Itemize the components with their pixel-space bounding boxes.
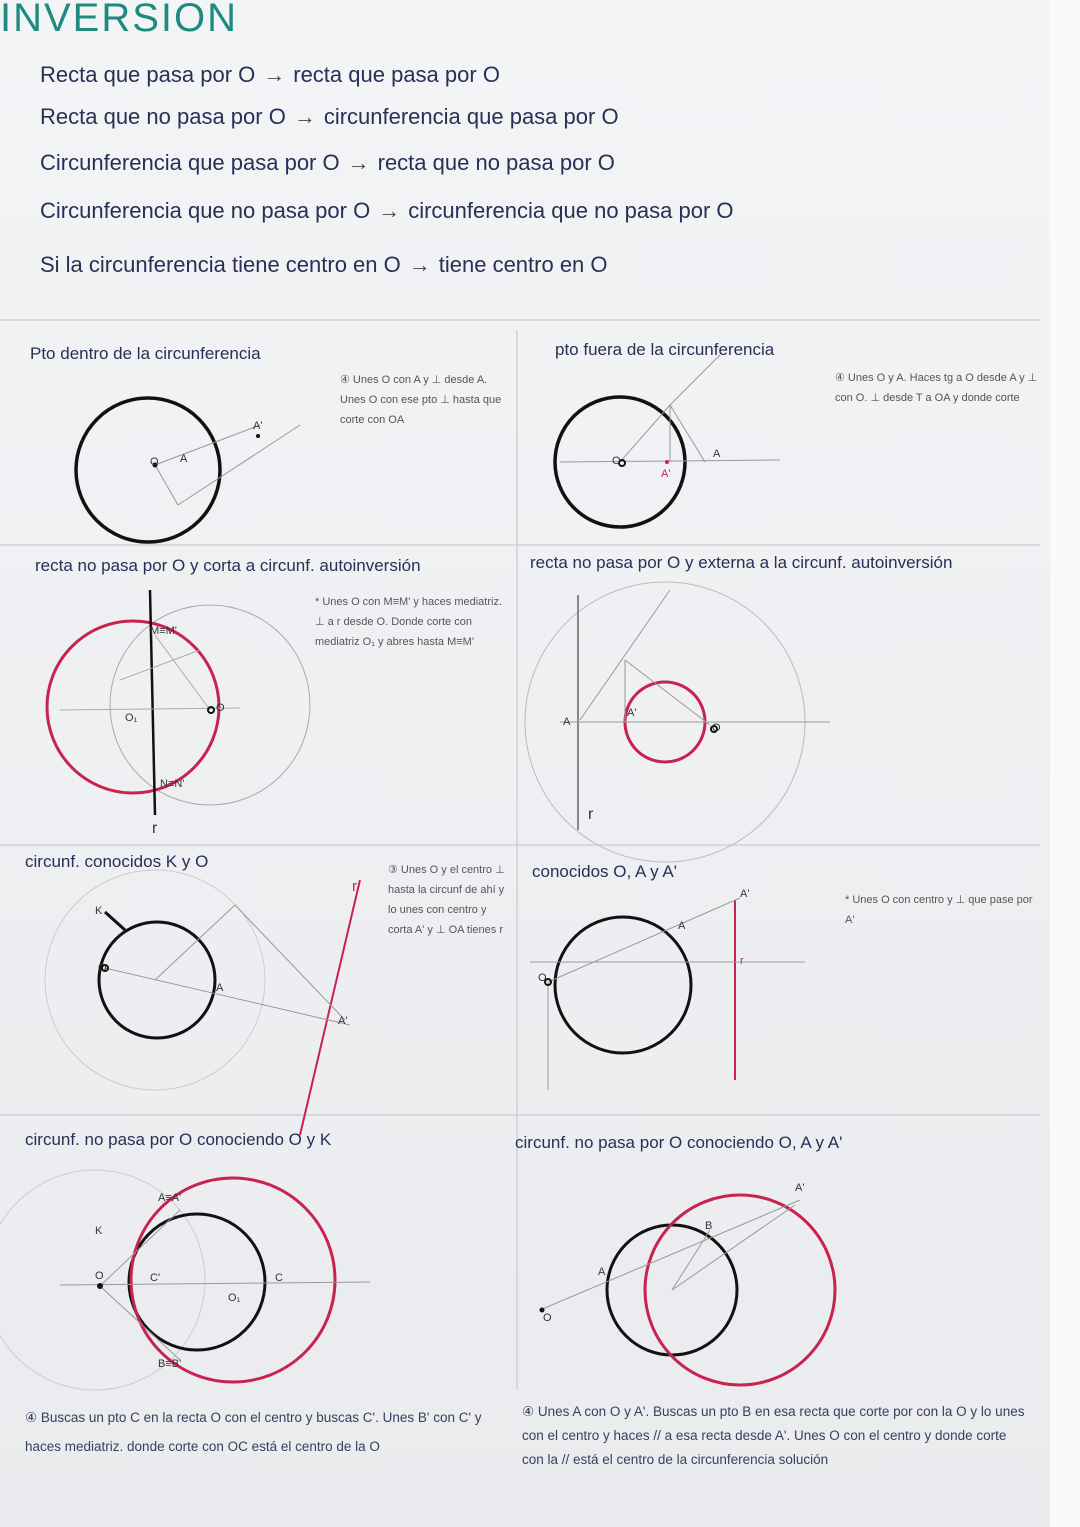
diagram-line-external [525, 582, 830, 862]
label-O1: O₁ [228, 1292, 241, 1304]
label-A-prime: A' [740, 888, 750, 900]
panel-title: circunf. conocidos K y O [25, 852, 209, 871]
rule-from: Si la circunferencia tiene centro en O [40, 252, 401, 277]
rule-to: recta que pasa por O [293, 62, 500, 87]
panel-note: ③ Unes O y el centro ⊥ hasta la circunf de ahí y lo unes con centro y corta A' y ⊥ OA tienes r [388, 864, 505, 936]
label-B: B≡B' [158, 1358, 182, 1370]
label-A: A [563, 716, 571, 728]
rule-to: circunferencia que no pasa por O [408, 198, 734, 223]
label-O: O [216, 702, 225, 714]
arrow-icon: → [408, 252, 431, 277]
panel-title: recta no pasa por O y externa a la circunf. autoinversión [530, 553, 953, 572]
label-C: C [275, 1272, 283, 1284]
panel-title: circunf. no pasa por O conociendo O, A y A' [515, 1133, 843, 1152]
label-A-prime: A' [253, 420, 263, 432]
label-r: r [352, 878, 357, 895]
rule-from: Circunferencia que pasa por O [40, 150, 340, 175]
rule-from: Recta que no pasa por O [40, 104, 286, 129]
diagram-circle-no-O-K [0, 1170, 370, 1390]
label-A-prime: A' [795, 1182, 805, 1194]
diagram-circle-no-O-A-Aprime [540, 1195, 836, 1385]
arrow-icon: → [347, 150, 370, 175]
panel-note: * Unes O con M≡M' y haces mediatriz. ⊥ a r desde O. Donde corte con mediatriz O₁ y abres hasta M≡M' [315, 596, 503, 648]
label-M: M≡M' [150, 625, 177, 637]
arrow-icon: → [293, 104, 316, 129]
diagram-O-A-Aprime [530, 898, 805, 1090]
panel-title: circunf. no pasa por O conociendo O y K [25, 1130, 332, 1149]
panel-title: pto fuera de la circunferencia [555, 340, 775, 359]
label-A: A≡A' [158, 1192, 182, 1204]
label-C-prime: C' [150, 1272, 161, 1284]
label-O: O [612, 455, 621, 467]
rule-item [40, 198, 734, 224]
label-A-prime: A' [627, 707, 637, 719]
rule-item [40, 150, 615, 176]
diagram-point-outside [555, 355, 780, 527]
page-title: INVERSION [0, 0, 239, 40]
panel-note: ④ Unes O con A y ⊥ desde A. Unes O con ese pto ⊥ hasta que corte con OA [340, 374, 502, 426]
panel-note: ④ Unes O y A. Haces tg a O desde A y ⊥ con O. ⊥ desde T a OA y donde corte [835, 372, 1038, 404]
label-O: O [712, 722, 721, 734]
rule-from: Circunferencia que no pasa por O [40, 198, 371, 223]
label-O1: O₁ [125, 712, 138, 724]
diagram-circle-K-O [45, 870, 360, 1135]
bottom-note-left: ④ Buscas un pto C en la recta O con el centro y buscas C'. Unes B' con C' y haces mediatriz. donde corte con OC está el centro de la O [25, 1410, 482, 1454]
rule-to: recta que no pasa por O [377, 150, 615, 175]
rule-item [40, 104, 619, 130]
label-O: O [543, 1312, 552, 1324]
rule-to: tiene centro en O [438, 252, 608, 277]
label-N: N≡N' [160, 778, 185, 790]
label-O: O [95, 1270, 104, 1282]
label-O: O [98, 962, 107, 974]
label-B: B [705, 1220, 713, 1232]
rule-to: circunferencia que pasa por O [323, 104, 619, 129]
rule-item [40, 252, 608, 278]
label-K: K [95, 1225, 103, 1237]
rule-item [40, 62, 500, 88]
label-A-prime: A' [338, 1015, 348, 1027]
label-A-prime: A' [661, 468, 671, 480]
label-O: O [150, 456, 159, 468]
label-r: r [588, 806, 594, 823]
label-r: r [152, 820, 158, 837]
label-A: A [678, 920, 686, 932]
label-A: A [180, 453, 188, 465]
panel-note: * Unes O con centro y ⊥ que pase por A' [845, 894, 1033, 926]
label-r: r [740, 955, 744, 967]
label-A: A [713, 448, 721, 460]
panel-title: recta no pasa por O y corta a circunf. autoinversión [35, 556, 421, 575]
bottom-note-right: ④ Unes A con O y A'. Buscas un pto B en esa recta que corte por con la O y lo unes con el centro y haces // a esa recta desde A'. Unes O con el centro y donde corte con la // está el centro de la circunferencia solución [522, 1404, 1025, 1467]
label-A: A [598, 1266, 606, 1278]
label-K: K [95, 905, 103, 917]
arrow-icon: → [378, 198, 401, 223]
rule-from: Recta que pasa por O [40, 62, 256, 87]
panel-title: Pto dentro de la circunferencia [30, 344, 261, 363]
diagram-point-inside [76, 398, 300, 542]
arrow-icon: → [263, 62, 286, 87]
label-A: A [216, 982, 224, 994]
panel-title: conocidos O, A y A' [532, 862, 677, 881]
label-O: O [538, 972, 547, 984]
